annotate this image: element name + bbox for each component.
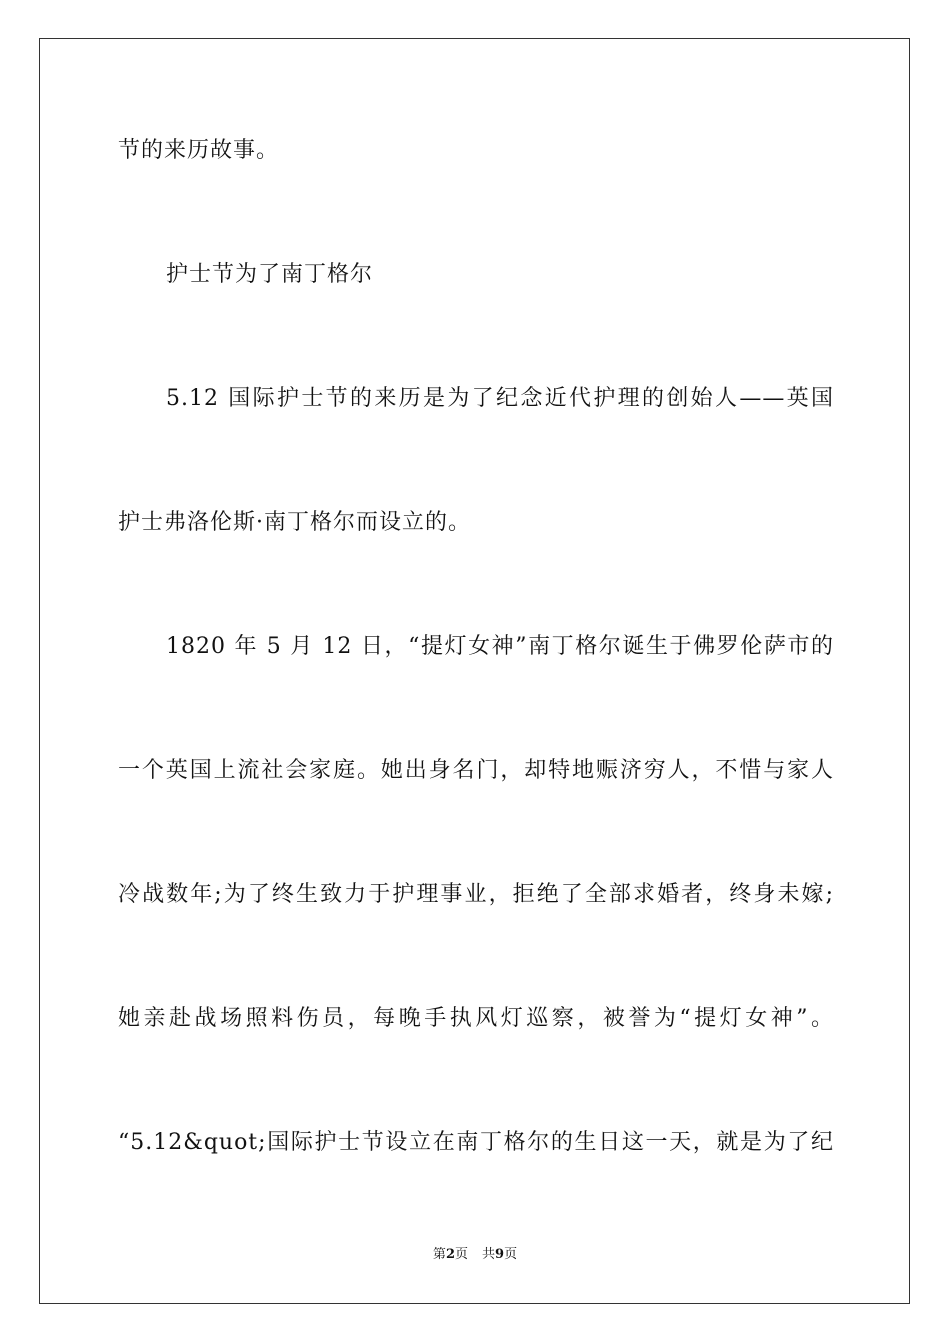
current-page-number: 2 — [445, 1247, 455, 1262]
total-prefix: 共 — [482, 1247, 496, 1262]
text-line-6: 一个英国上流社会家庭。她出身名门，却特地赈济穷人，不惜与家人 — [118, 758, 834, 783]
page-footer — [0, 1246, 950, 1264]
text-line-7: 冷战数年;为了终生致力于护理事业，拒绝了全部求婚者，终身未嫁; — [118, 882, 834, 907]
text-line-1: 节的来历故事。 — [118, 138, 280, 163]
section-heading: 护士节为了南丁格尔 — [166, 262, 374, 287]
text-line-4: 护士弗洛伦斯·南丁格尔而设立的。 — [118, 510, 471, 535]
text-line-3: 5.12 国际护士节的来历是为了纪念近代护理的创始人——英国 — [166, 386, 834, 411]
page-frame — [39, 38, 910, 1304]
text-line-5: 1820 年 5 月 12 日，“提灯女神”南丁格尔诞生于佛罗伦萨市的 — [166, 634, 834, 659]
text-line-9: “5.12&quot;国际护士节设立在南丁格尔的生日这一天，就是为了纪 — [118, 1130, 834, 1155]
total-page-number: 9 — [495, 1247, 505, 1262]
page-prefix: 第 — [432, 1247, 446, 1262]
text-line-8: 她亲赴战场照料伤员，每晚手执风灯巡察，被誉为“提灯女神”。 — [118, 1006, 834, 1031]
page-suffix: 页 — [454, 1247, 468, 1262]
total-suffix: 页 — [504, 1247, 518, 1262]
